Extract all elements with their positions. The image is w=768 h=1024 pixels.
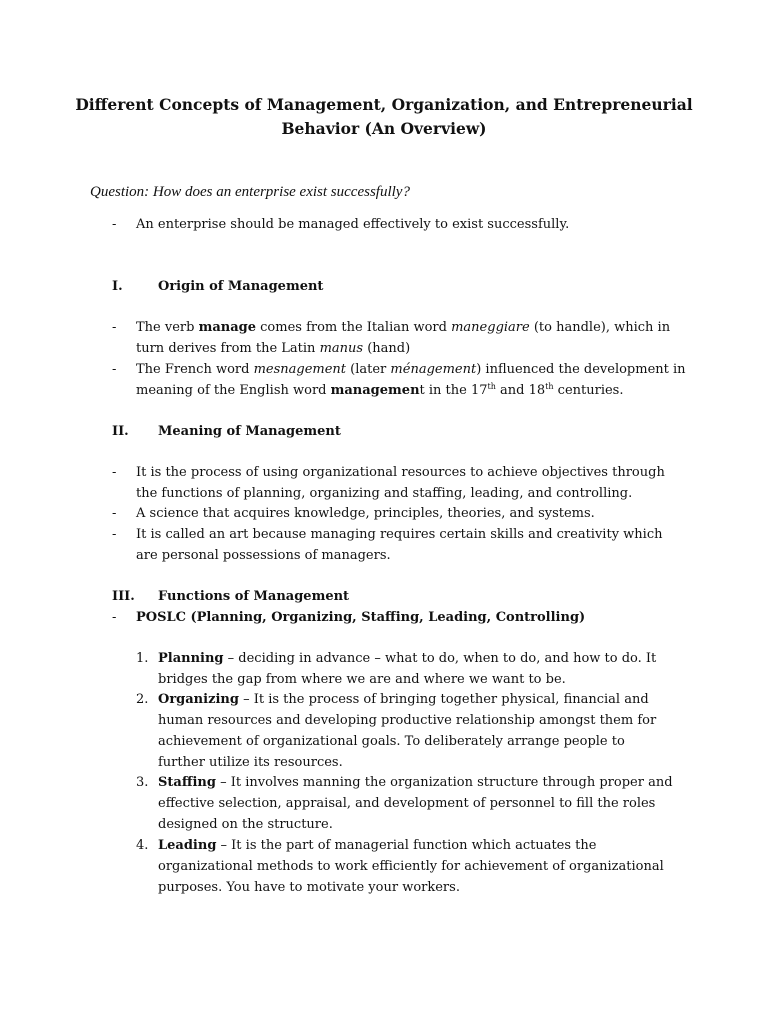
bullet-dash: -: [112, 465, 117, 480]
bullet-dash: -: [112, 217, 117, 232]
list-item-leading-line-1: Leading – It is the part of managerial function which actuates the: [158, 838, 597, 853]
list-item-number: 1.: [136, 651, 149, 666]
bullet-dash: -: [112, 527, 117, 542]
list-item-planning-line-2: bridges the gap from where we are and where we want to be.: [158, 672, 566, 687]
list-item-planning-line-1: Planning – deciding in advance – what to do, when to do, and how to do. It: [158, 651, 657, 666]
list-item-organizing-line-1: Organizing – It is the process of bringing together physical, financial and: [158, 692, 649, 707]
section-2-bullet-3-line-2: are personal possessions of managers.: [136, 548, 391, 563]
list-item-organizing-line-3: achievement of organizational goals. To deliberately arrange people to: [158, 734, 625, 749]
bullet-dash: -: [112, 610, 117, 625]
section-1-bullet-1-line-1: The verb manage comes from the Italian word maneggiare (to handle), which in: [136, 320, 671, 335]
bullet-dash: -: [112, 506, 117, 521]
poslc-heading: POSLC (Planning, Organizing, Staffing, Leading, Controlling): [136, 610, 586, 625]
list-item-staffing-line-1: Staffing – It involves manning the organization structure through proper and: [158, 775, 673, 790]
list-item-number: 3.: [136, 775, 149, 790]
section-2-number: II.: [112, 424, 129, 439]
bullet-dash: -: [112, 320, 117, 335]
section-1-bullet-2-line-2: meaning of the English word management in the 17th and 18th centuries.: [136, 382, 624, 398]
section-2-bullet-2: A science that acquires knowledge, principles, theories, and systems.: [136, 506, 595, 521]
section-1-bullet-2-line-1: The French word mesnagement (later ménagement) influenced the development in: [136, 362, 686, 377]
list-item-number: 2.: [136, 692, 149, 707]
list-item-number: 4.: [136, 838, 149, 853]
section-2-title: Meaning of Management: [158, 424, 341, 439]
list-item-staffing-line-3: designed on the structure.: [158, 817, 333, 832]
document-title: [60, 93, 708, 141]
section-2-bullet-3-line-1: It is called an art because managing requires certain skills and creativity which: [136, 527, 663, 542]
list-item-staffing-line-2: effective selection, appraisal, and development of personnel to fill the roles: [158, 796, 656, 811]
section-3-number: III.: [112, 589, 135, 604]
section-1-title: Origin of Management: [158, 279, 324, 294]
section-1-bullet-1-line-2: turn derives from the Latin manus (hand): [136, 341, 411, 356]
section-2-bullet-1-line-2: the functions of planning, organizing and staffing, leading, and controlling.: [136, 486, 633, 501]
list-item-organizing-line-4: further utilize its resources.: [158, 755, 343, 770]
question-text: Question: How does an enterprise exist successfully?: [90, 184, 410, 200]
section-3-title: Functions of Management: [158, 589, 350, 604]
list-item-organizing-line-2: human resources and developing productive relationship amongst them for: [158, 713, 657, 728]
section-2-bullet-1-line-1: It is the process of using organizational resources to achieve objectives through: [136, 465, 665, 480]
answer-text: An enterprise should be managed effectively to exist successfully.: [136, 217, 570, 232]
bullet-dash: -: [112, 362, 117, 377]
list-item-leading-line-3: purposes. You have to motivate your workers.: [158, 880, 460, 895]
title-line-1: Different Concepts of Management, Organization, and Entrepreneurial: [75, 95, 693, 114]
title-line-2: Behavior (An Overview): [281, 119, 487, 138]
section-1-number: I.: [112, 279, 123, 294]
list-item-leading-line-2: organizational methods to work efficiently for achievement of organizational: [158, 859, 664, 874]
